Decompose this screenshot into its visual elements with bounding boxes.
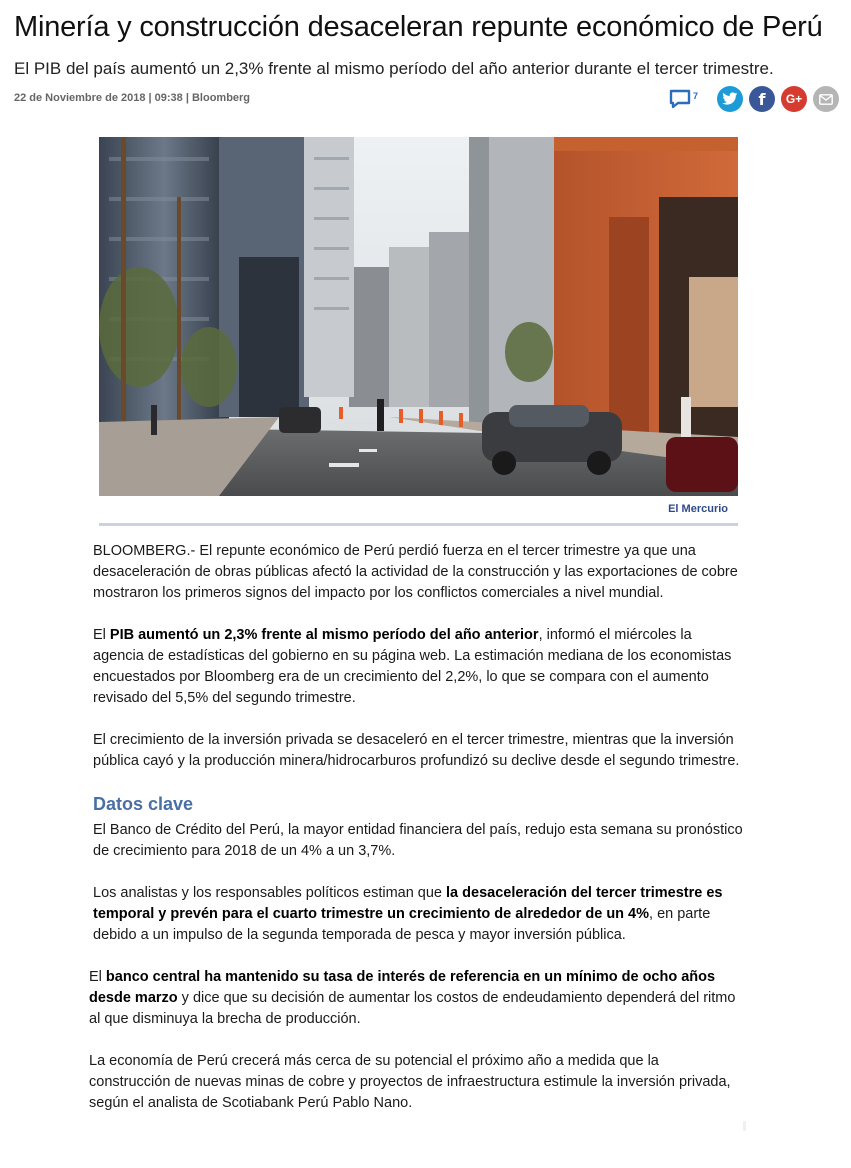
paragraph-6-intro: El (89, 969, 106, 985)
article-subtitle: El PIB del país aumentó un 2,3% frente al mismo período del año anterior durante el tercer trimestre. (14, 59, 774, 78)
comment-count: 7 (692, 91, 698, 101)
paragraph-5-intro: Los analistas y los responsables políticos estiman que (93, 885, 447, 901)
paragraph-1: BLOOMBERG.- El repunte económico de Perú perdió fuerza en el tercer trimestre ya que una desaceleración de obras públicas afectó la actividad de la construcción y las exportaciones de cobre mostraron los primeros signos del impacto por los conflictos comerciales a nivel mundial. (93, 543, 738, 601)
comments-link[interactable] (669, 89, 698, 109)
photo-credit: El Mercurio (668, 503, 728, 515)
email-share-button[interactable] (813, 86, 839, 112)
paragraph-4: El Banco de Crédito del Perú, la mayor entidad financiera del país, redujo esta semana su pronóstico de crecimiento para 2018 de un 4% a un 3,7%. (93, 822, 743, 859)
article-headline: Minería y construcción desaceleran repunte económico de Perú (14, 11, 823, 43)
facebook-icon: f (758, 89, 766, 109)
paragraph-6-rest: y dice que su decisión de aumentar los costos de endeudamiento dependerá del ritmo al que disminuya la brecha de producción. (89, 990, 736, 1027)
paragraph-5-rest: , en parte debido a un impulso de la segunda temporada de pesca y mayor inversión pública. (93, 906, 711, 943)
paragraph-6 (89, 967, 743, 1030)
paragraph-5-highlight: la desaceleración del tercer trimestre es temporal y prevén para el cuarto trimestre un crecimiento de alrededor de un 4% (93, 885, 723, 922)
paragraph-6-highlight: banco central ha mantenido su tasa de interés de referencia en un mínimo de ocho años desde marzo (89, 969, 716, 1006)
share-toolbar (669, 86, 839, 112)
facebook-share-button[interactable] (749, 86, 775, 112)
article-body (89, 541, 743, 1135)
article-meta: 22 de Noviembre de 2018 | 09:38 | Bloomberg (14, 92, 251, 104)
paragraph-2 (93, 625, 743, 709)
paragraph-7: La economía de Perú crecerá más cerca de su potencial el próximo año a medida que la construcción de nuevas minas de cobre y proyectos de infraestructura estimule la inversión privada, según el analista de Scotiabank Perú Pablo Nano. (89, 1053, 731, 1111)
photo-caption-bar (99, 496, 738, 526)
twitter-share-button[interactable] (717, 86, 743, 112)
paragraph-2-intro: El (93, 627, 110, 643)
comment-icon (669, 89, 691, 109)
paragraph-2-rest: , informó el miércoles la agencia de estadísticas del gobierno en su página web. La estimación mediana de los economistas encuestados por Bloomberg era de un crecimiento del 2,2%, lo que se compara con el aumento revisado del 5,5% del segundo trimestre. (93, 627, 732, 706)
email-icon (819, 94, 833, 105)
section-title: Datos clave (93, 794, 194, 814)
google-plus-share-button[interactable] (781, 86, 807, 112)
article-figure (99, 137, 738, 526)
paragraph-5 (93, 883, 743, 946)
paragraph-3: El crecimiento de la inversión privada se desaceleró en el tercer trimestre, mientras que la inversión pública cayó y la producción minera/hidrocarburos profundizó su declive desde el segundo trimestre. (93, 732, 740, 769)
page-edge-mark (743, 1121, 746, 1131)
street-photo (99, 137, 738, 496)
google-plus-icon: G+ (785, 92, 803, 106)
twitter-icon (722, 92, 738, 106)
paragraph-2-highlight: PIB aumentó un 2,3% frente al mismo período del año anterior (109, 627, 539, 643)
